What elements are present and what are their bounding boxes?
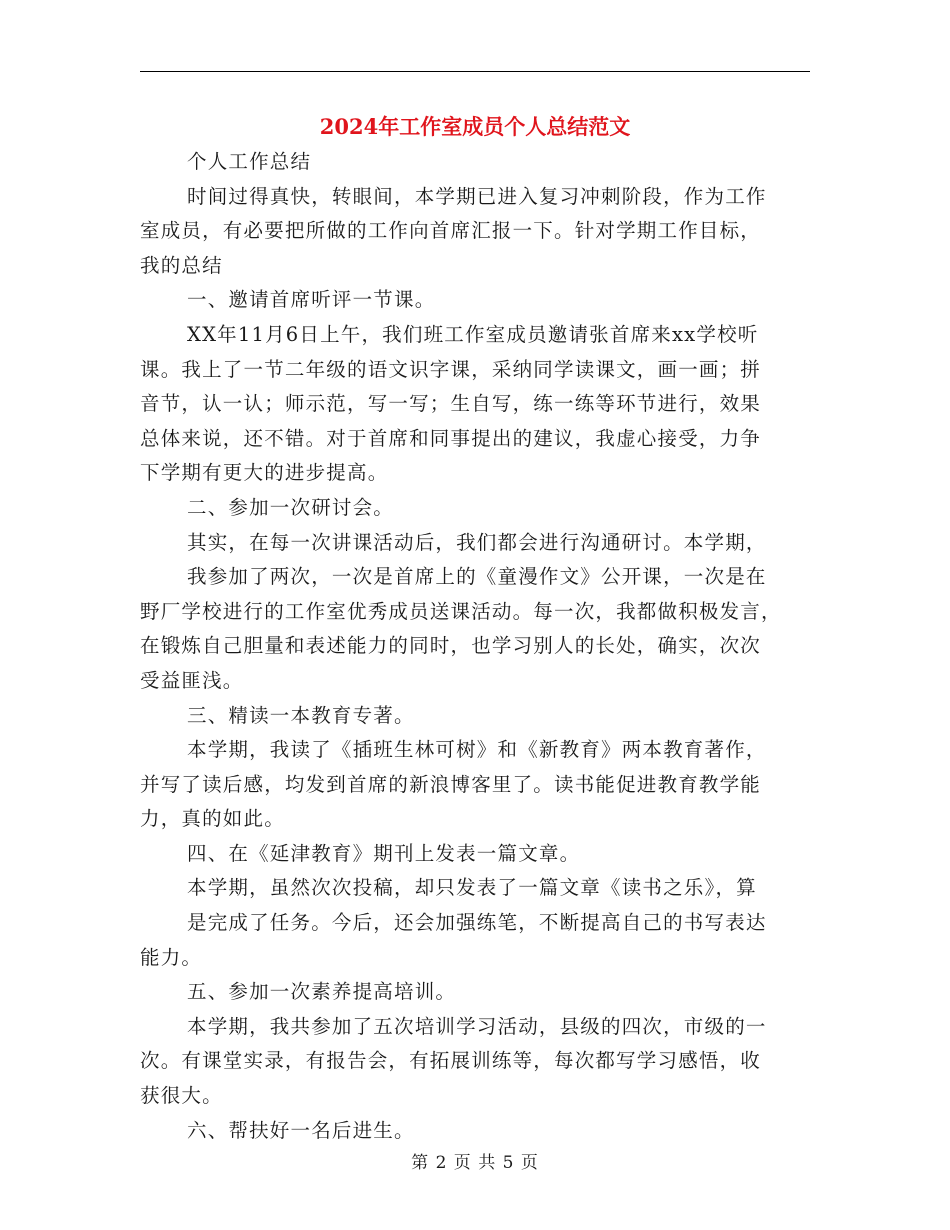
body-line: 本学期，虽然次次投稿，却只发表了一篇文章《读书之乐》，算 — [187, 876, 757, 900]
document-title: 2024年工作室成员个人总结范文 — [319, 114, 631, 139]
body-line: 总体来说，还不错。对于首席和同事提出的建议，我虚心接受，力争 — [140, 426, 762, 450]
body-line: 下学期有更大的进步提高。 — [140, 461, 389, 485]
body-line: 课。我上了一节二年级的语文识字课，采纳同学读课文，画一画；拼 — [140, 357, 762, 381]
body-line: 本学期，我共参加了五次培训学习活动，县级的四次，市级的一 — [187, 1014, 767, 1038]
body-line: 获很大。 — [140, 1084, 223, 1108]
body-line: 音节，认一认；师示范，写一写；生自写，练一练等环节进行，效果 — [140, 392, 762, 416]
body-line: 我的总结 — [140, 253, 223, 277]
body-line: 二、参加一次研讨会。 — [187, 495, 395, 519]
body-line: 在锻炼自己胆量和表述能力的同时，也学习别人的长处，确实，次次 — [140, 634, 762, 658]
body-line: 四、在《延津教育》期刊上发表一篇文章。 — [187, 841, 581, 865]
body-line: 三、精读一本教育专著。 — [187, 703, 415, 727]
body-line: 时间过得真快，转眼间，本学期已进入复习冲刺阶段，作为工作 — [187, 184, 767, 208]
body-line: 我参加了两次，一次是首席上的《童漫作文》公开课，一次是在 — [187, 565, 767, 589]
body-line: 室成员，有必要把所做的工作向首席汇报一下。针对学期工作目标， — [140, 219, 762, 243]
page-footer: 第 2 页 共 5 页 — [411, 1153, 539, 1173]
body-line: 并写了读后感，均发到首席的新浪博客里了。读书能促进教育教学能 — [140, 772, 762, 796]
body-line: 六、帮扶好一名后进生。 — [187, 1118, 415, 1142]
body-line: XX年11月6日上午，我们班工作室成员邀请张首席来xx学校听 — [187, 322, 759, 346]
body-line: 本学期，我读了《插班生林可树》和《新教育》两本教育著作， — [187, 738, 767, 762]
body-line: 力，真的如此。 — [140, 807, 285, 831]
body-line: 其实，在每一次讲课活动后，我们都会进行沟通研讨。本学期， — [187, 530, 767, 554]
document-body — [140, 145, 810, 1148]
body-line: 个人工作总结 — [187, 150, 312, 173]
body-line: 能力。 — [140, 945, 203, 969]
header-rule — [140, 71, 810, 72]
body-line: 五、参加一次素养提高培训。 — [187, 980, 457, 1004]
body-line: 野厂学校进行的工作室优秀成员送课活动。每一次，我都做积极发言， — [140, 599, 782, 623]
body-line: 是完成了任务。今后，还会加强练笔，不断提高自己的书写表达 — [187, 911, 767, 935]
body-line: 次。有课堂实录，有报告会，有拓展训练等，每次都写学习感悟，收 — [140, 1049, 762, 1073]
body-line: 受益匪浅。 — [140, 668, 244, 692]
body-line: 一、邀请首席听评一节课。 — [187, 288, 436, 312]
